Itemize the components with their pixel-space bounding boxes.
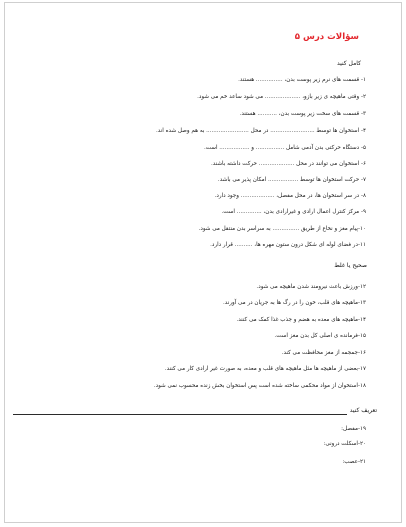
question-item: ۱۵-فرمانده ی اصلی کل بدن مغز است. bbox=[274, 333, 366, 339]
question-item: ۱۳-ماهیچه های قلب، خون را در رگ ها به جریان در می آورند. bbox=[223, 300, 366, 306]
question-item: ۳- قسمت های سخت زیر پوست بدن، ........... هستند. bbox=[239, 111, 366, 117]
section-divider bbox=[13, 414, 347, 415]
document-sheet bbox=[4, 2, 402, 523]
question-item: ۱۱-در فضای لوله ای شکل درون ستون مهره ها، .......... قرار دارد. bbox=[210, 242, 366, 248]
section-heading-define: تعریف کنید bbox=[347, 407, 377, 415]
question-item: ۴- استخوان ها توسط ......................... در محل ........................ به هم وصل شده اند. bbox=[155, 128, 366, 134]
question-item: ۶- استخوان می توانند در محل .................... حرکت داشته باشند. bbox=[210, 161, 366, 167]
question-item: ۱۸-استخوان از مواد محکمی ساخته شده است پس استخوان بخش زنده محسوب نمی شود. bbox=[153, 383, 366, 389]
section-heading-complete: کامل کنید bbox=[337, 60, 361, 67]
question-item: ۲۱-عصب: bbox=[342, 459, 366, 465]
question-item: ۱۲-ورزش باعث نیرومند شدن ماهیچه می شود. bbox=[256, 284, 366, 290]
question-item: ۱۶-جمجمه از مغز محافظت می کند. bbox=[281, 350, 366, 356]
question-item: ۲- وقتی ماهیچه ی زیر بازو، .................... می شود ساعد خم می شود. bbox=[197, 94, 366, 100]
question-item: ۲۰-اسکلت درونی: bbox=[323, 441, 366, 447]
question-item: ۷- حرکت استخوان ها توسط ................. امکان پذیر می باشد. bbox=[217, 177, 366, 183]
section-heading-true-false: صحیح یا غلط bbox=[334, 262, 367, 269]
question-item: ۱۰-پیام مغز و نخاع از طریق ............... به سراسر بدن منتقل می شود. bbox=[198, 226, 366, 232]
question-item: ۵- دستگاه حرکتی بدن آدمی شامل ................ و ................. است. bbox=[203, 145, 366, 151]
question-item: ۱۴-ماهیچه های معده به هضم و جذب غذا کمک می کنند. bbox=[236, 317, 366, 323]
question-item: ۸- در سر استخوان ها، در محل مفصل، ................... وجود دارد. bbox=[214, 193, 366, 199]
question-item: ۱۹-مفصل: bbox=[341, 426, 366, 432]
question-item: ۱۷-بعضی از ماهیچه ها مثل ماهیچه های قلب و معده، به صورت غیر ارادی کار می کنند. bbox=[164, 366, 366, 372]
question-item: ۱- قسمت های نرم زیر پوست بدن، ............... هستند. bbox=[238, 77, 366, 83]
page-title: سؤالات درس ۵ bbox=[294, 32, 359, 42]
question-item: ۹- مرکز کنترل اعمال ارادی و غیرارادی بدن، .............. است. bbox=[221, 209, 366, 215]
